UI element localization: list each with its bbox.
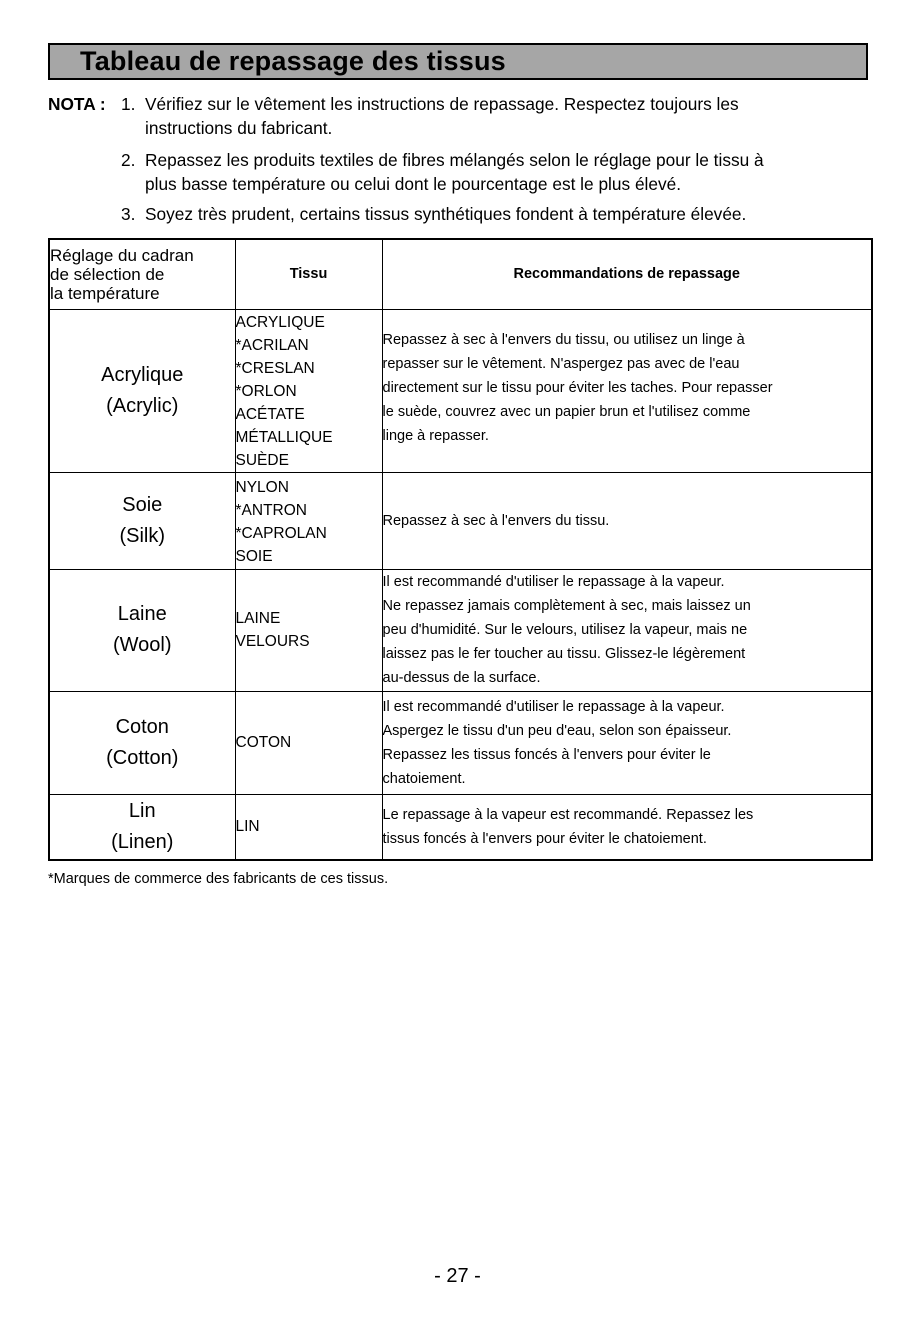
header-recommendation: Recommandations de repassage	[382, 239, 872, 309]
recommendation-line: Aspergez le tissu d'un peu d'eau, selon son épaisseur.	[382, 722, 732, 739]
recommendation-cell	[382, 691, 872, 794]
nota-item-line: instructions du fabricant.	[145, 118, 333, 138]
fabric-name: ACÉTATE	[235, 405, 305, 423]
fabric-name: SUÈDE	[235, 451, 289, 469]
nota-item-number: 3.	[121, 204, 136, 224]
nota-item-number: 2.	[121, 150, 136, 170]
nota-item	[121, 148, 870, 196]
table-row	[49, 691, 872, 794]
fabric-name: MÉTALLIQUE	[235, 428, 333, 446]
setting-name-en: (Wool)	[112, 634, 172, 656]
fabric-cell	[235, 309, 382, 472]
nota-item-line: plus basse température ou celui dont le pourcentage est le plus élevé.	[145, 174, 682, 194]
fabric-name: *ACRILAN	[235, 336, 309, 354]
table-header-row	[49, 239, 872, 309]
nota-item-line: Repassez les produits textiles de fibres mélangés selon le réglage pour le tissu à	[145, 150, 764, 170]
page-title: Tableau de repassage des tissus	[80, 46, 506, 76]
recommendation-line: linge à repasser.	[382, 427, 489, 444]
recommendation-cell	[382, 309, 872, 472]
fabric-name: NYLON	[235, 478, 289, 496]
setting-cell	[49, 569, 235, 691]
fabric-name: *ANTRON	[235, 501, 307, 519]
recommendation-line: tissus foncés à l'envers pour éviter le chatoiement.	[382, 830, 707, 847]
setting-cell	[49, 691, 235, 794]
setting-name-en: (Silk)	[119, 524, 166, 547]
nota-label: NOTA :	[48, 94, 106, 114]
nota-item-line: Vérifiez sur le vêtement les instructions de repassage. Respectez toujours les	[145, 94, 739, 114]
footnote: *Marques de commerce des fabricants de ces tissus.	[48, 871, 389, 887]
fabric-name: SOIE	[235, 547, 273, 565]
recommendation-line: Il est recommandé d'utiliser le repassage à la vapeur.	[382, 574, 725, 590]
fabric-name: *CAPROLAN	[235, 524, 327, 542]
nota-item	[121, 92, 870, 140]
recommendation-line: Le repassage à la vapeur est recommandé. Repassez les	[382, 806, 754, 823]
setting-cell	[49, 794, 235, 860]
recommendation-line: peu d'humidité. Sur le velours, utilisez la vapeur, mais ne	[382, 622, 748, 638]
setting-name: Coton	[115, 715, 169, 738]
setting-cell	[49, 472, 235, 569]
fabric-name: ACRYLIQUE	[235, 313, 325, 331]
setting-name: Lin	[128, 799, 156, 822]
recommendation-line: chatoiement.	[382, 770, 466, 787]
recommendation-cell	[382, 569, 872, 691]
table-row	[49, 569, 872, 691]
recommendation-line: Repassez à sec à l'envers du tissu, ou utilisez un linge à	[382, 331, 745, 348]
recommendation-line: au-dessus de la surface.	[382, 670, 541, 686]
header-setting	[49, 239, 235, 309]
header-fabric: Tissu	[235, 239, 382, 309]
fabric-cell	[235, 569, 382, 691]
recommendation-line: Il est recommandé d'utiliser le repassage à la vapeur.	[382, 698, 725, 715]
fabric-cell	[235, 691, 382, 794]
setting-name-en: (Linen)	[111, 830, 174, 853]
recommendation-cell	[382, 472, 872, 569]
ironing-table	[48, 238, 873, 861]
fabric-name: VELOURS	[235, 633, 310, 650]
recommendation-line: le suède, couvrez avec un papier brun et l'utilisez comme	[382, 403, 751, 420]
fabric-name: LAINE	[235, 610, 281, 627]
table-row	[49, 472, 872, 569]
nota-item	[121, 202, 870, 226]
fabric-cell	[235, 794, 382, 860]
nota-item-number: 1.	[121, 94, 136, 114]
setting-name-en: (Cotton)	[106, 746, 179, 769]
setting-name: Laine	[117, 603, 167, 625]
fabric-name: *ORLON	[235, 382, 297, 400]
recommendation-line: directement sur le tissu pour éviter les taches. Pour repasser	[382, 379, 773, 396]
recommendation-line: Ne repassez jamais complètement à sec, mais laissez un	[382, 598, 751, 614]
recommendation-line: laissez pas le fer toucher au tissu. Glissez-le légèrement	[382, 646, 746, 662]
fabric-cell	[235, 472, 382, 569]
fabric-name: LIN	[235, 818, 260, 836]
fabric-name: *CRESLAN	[235, 359, 315, 377]
recommendation-line: repasser sur le vêtement. N'aspergez pas avec de l'eau	[382, 355, 740, 372]
title-bar	[48, 43, 868, 80]
header-setting-line: la température	[50, 283, 160, 303]
setting-name-en: (Acrylic)	[106, 394, 179, 417]
nota-item-line: Soyez très prudent, certains tissus synthétiques fondent à température élevée.	[145, 204, 747, 224]
table-row	[49, 794, 872, 860]
setting-name: Acrylique	[101, 363, 184, 386]
table-row	[49, 309, 872, 472]
setting-name: Soie	[122, 493, 163, 516]
recommendation-line: Repassez à sec à l'envers du tissu.	[382, 512, 610, 529]
header-setting-line: de sélection de	[50, 264, 165, 284]
page-number: - 27 -	[434, 1265, 481, 1287]
recommendation-line: Repassez les tissus foncés à l'envers pour éviter le	[382, 746, 711, 763]
recommendation-cell	[382, 794, 872, 860]
header-setting-line: Réglage du cadran	[50, 245, 194, 265]
setting-cell	[49, 309, 235, 472]
fabric-name: COTON	[235, 734, 292, 751]
